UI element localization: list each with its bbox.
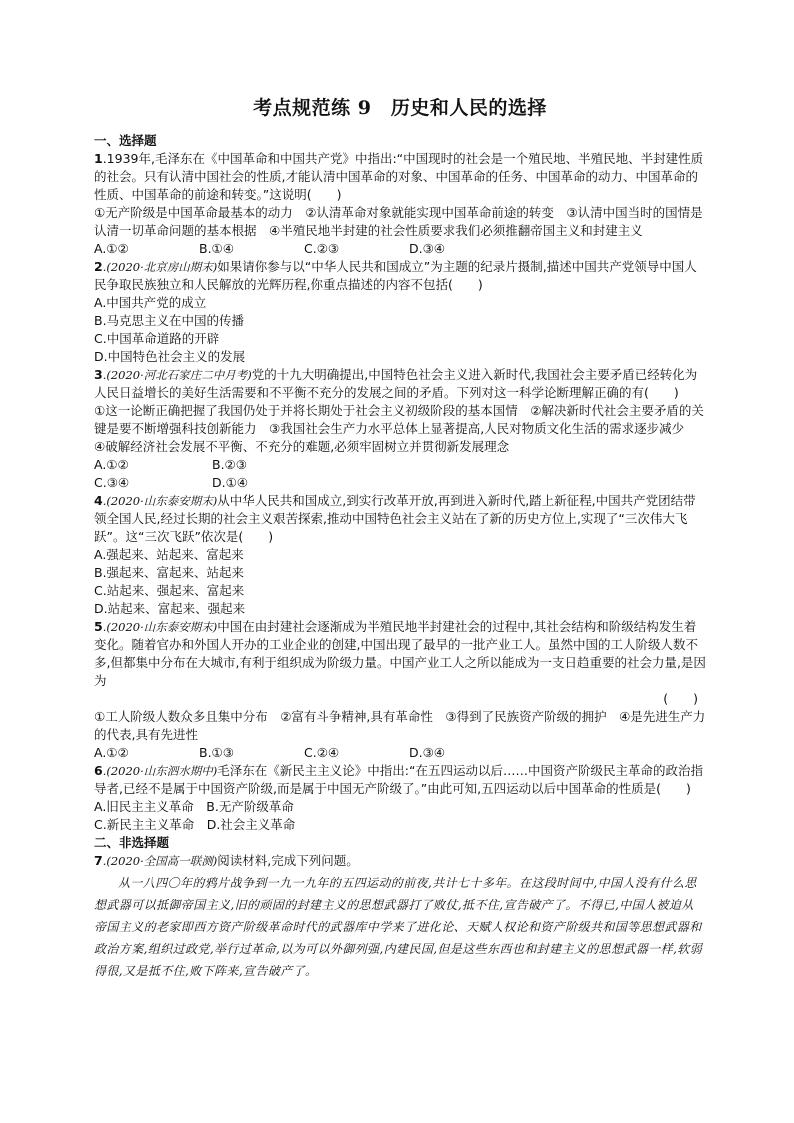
question-stem: 2.(2020·北京房山期末)如果请你参与以“中华人民共和国成立”为主题的纪录片摄制,描述中国共产党领导中国人民争取民族独立和人民解放的光辉历程,你重点描述的内容不包括( ) xyxy=(94,259,697,292)
option-b: B.①③ xyxy=(199,745,234,760)
section-heading-non-choice: 二、非选择题 xyxy=(94,835,170,850)
question-source: .(2020·山东泰安期末) xyxy=(102,494,218,508)
question-source: .(2020·山东泰安期末) xyxy=(102,620,218,634)
question-source: .(2020·河北石家庄二中月考) xyxy=(102,368,252,382)
section-heading-choice: 一、选择题 xyxy=(94,133,157,148)
option-d: D.中国特色社会主义的发展 xyxy=(94,349,246,364)
question-statements: ①无产阶级是中国革命最基本的动力 ②认清革命对象就能实现中国革命前途的转变 ③认清中国当时的国情是认清一切革命问题的基本根据 ④半殖民地半封建的社会性质要求我们必须推翻帝国主义和封建主义 xyxy=(94,205,703,238)
page-title: 考点规范练 9 历史和人民的选择 xyxy=(253,97,547,119)
question-stem: 4.(2020·山东泰安期末)从中华人民共和国成立,到实行改革开放,再到进入新时代,踏上新征程,中国共产党团结带领全国人民,经过长期的社会主义艰苦探索,推动中国特色社会主义站在了新的历史方位上,实现了“三次伟大飞跃”。这“三次飞跃”依次是( ) xyxy=(94,493,696,544)
answer-options xyxy=(94,744,706,762)
question-7 xyxy=(94,852,706,982)
answer-options-row-1: A.旧民主主义革命 B.无产阶级革命 xyxy=(94,799,294,814)
worksheet-page xyxy=(94,94,706,982)
option-a: A.①② xyxy=(94,241,129,256)
question-5 xyxy=(94,618,706,762)
answer-parenthesis: ( ) xyxy=(663,691,698,706)
question-statements: ①这一论断正确把握了我国仍处于并将长期处于社会主义初级阶段的基本国情 ②解决新时代社会主要矛盾的关键是要不断增强科技创新能力 ③我国社会生产力水平总体上显著提高,人民对物质文化生活的需求逐步减少 ④破解经济社会发展不平衡、不充分的难题,必须牢固树立并贯彻新发展理念 xyxy=(94,403,704,454)
question-stem: 5.(2020·山东泰安期末)中国在由封建社会逐渐成为半殖民地半封建社会的过程中,其社会结构和阶级结构发生着变化。随着官办和外国人开办的工业企业的创建,中国出现了最早的一批产业工人。虽然中国的工人阶级人数不多,但都集中分布在大城市,有利于组织成为阶级力量。中国产业工人之所以能成为一支日趋重要的社会力量,是因为 xyxy=(94,619,706,688)
option-c: C.③④ xyxy=(94,475,130,490)
option-d: D.③④ xyxy=(409,745,446,760)
question-stem: 1.1939年,毛泽东在《中国革命和中国共产党》中指出:“中国现时的社会是一个殖民地、半殖民地、半封建性质的社会。只有认清中国社会的性质,才能认清中国革命的对象、中国革命的任务、中国革命的动力、中国革命的性质、中国革命的前途和转变。”这说明( ) xyxy=(94,151,704,202)
option-b: B.马克思主义在中国的传播 xyxy=(94,313,245,328)
option-c: C.站起来、强起来、富起来 xyxy=(94,583,245,598)
question-source: .(2020·北京房山期末) xyxy=(102,260,218,274)
answer-options-row-2: C.新民主主义革命 D.社会主义革命 xyxy=(94,817,296,832)
answer-options-row-2 xyxy=(94,474,706,492)
option-c: C.②④ xyxy=(304,745,340,760)
option-a: A.①② xyxy=(94,457,129,472)
answer-options xyxy=(94,240,706,258)
question-6 xyxy=(94,762,706,834)
question-1 xyxy=(94,150,706,258)
question-statements: ①工人阶级人数众多且集中分布 ②富有斗争精神,具有革命性 ③得到了民族资产阶级的拥护 ④是先进生产力的代表,具有先进性 xyxy=(94,709,706,742)
question-2 xyxy=(94,258,706,366)
option-c: C.中国革命道路的开辟 xyxy=(94,331,220,346)
option-a: A.中国共产党的成立 xyxy=(94,295,207,310)
option-a: A.强起来、站起来、富起来 xyxy=(94,547,244,562)
option-d: D.①④ xyxy=(212,475,249,490)
reading-material: 从一八四〇年的鸦片战争到一九一九年的五四运动的前夜,共计七十多年。在这段时间中,中国人没有什么思想武器可以抵御帝国主义,旧的顽固的封建主义的思想武器打了败仗,抵不住,宣告破产了。不得已,中国人被迫从帝国主义的老家即西方资产阶级革命时代的武器库中学来了进化论、天赋人权论和资产阶级共和国等思想武器和政治方案,组织过政党,举行过革命,以为可以外御列强,内建民国,但是这些东西也和封建主义的思想武器一样,软弱得很,又是抵不住,败下阵来,宣告破产了。 xyxy=(94,876,703,978)
option-d: D.③④ xyxy=(409,241,446,256)
answer-options-row-1 xyxy=(94,456,706,474)
question-3 xyxy=(94,366,706,492)
option-d: D.站起来、富起来、强起来 xyxy=(94,601,246,616)
question-source: .(2020·山东泗水期中) xyxy=(102,764,218,778)
question-4 xyxy=(94,492,706,618)
question-stem: 3.(2020·河北石家庄二中月考)党的十九大明确提出,中国特色社会主义进入新时代,我国社会主要矛盾已经转化为人民日益增长的美好生活需要和不平衡不充分的发展之间的矛盾。下列对这一科学论断理解正确的有( ) xyxy=(94,367,698,400)
option-c: C.②③ xyxy=(304,241,340,256)
option-b: B.强起来、富起来、站起来 xyxy=(94,565,245,580)
question-stem: 7.(2020·全国高一联测)阅读材料,完成下列问题。 xyxy=(94,853,359,868)
question-source: .(2020·全国高一联测) xyxy=(102,854,218,868)
question-stem: 6.(2020·山东泗水期中)毛泽东在《新民主主义论》中指出:“在五四运动以后……中国资产阶级民主革命的政治指导者,已经不是属于中国资产阶级,而是属于中国无产阶级了。”由此可知,五四运动以后中国革命的性质是( ) xyxy=(94,763,703,796)
option-b: B.①④ xyxy=(199,241,234,256)
option-a: A.①② xyxy=(94,745,129,760)
option-b: B.②③ xyxy=(212,457,247,472)
